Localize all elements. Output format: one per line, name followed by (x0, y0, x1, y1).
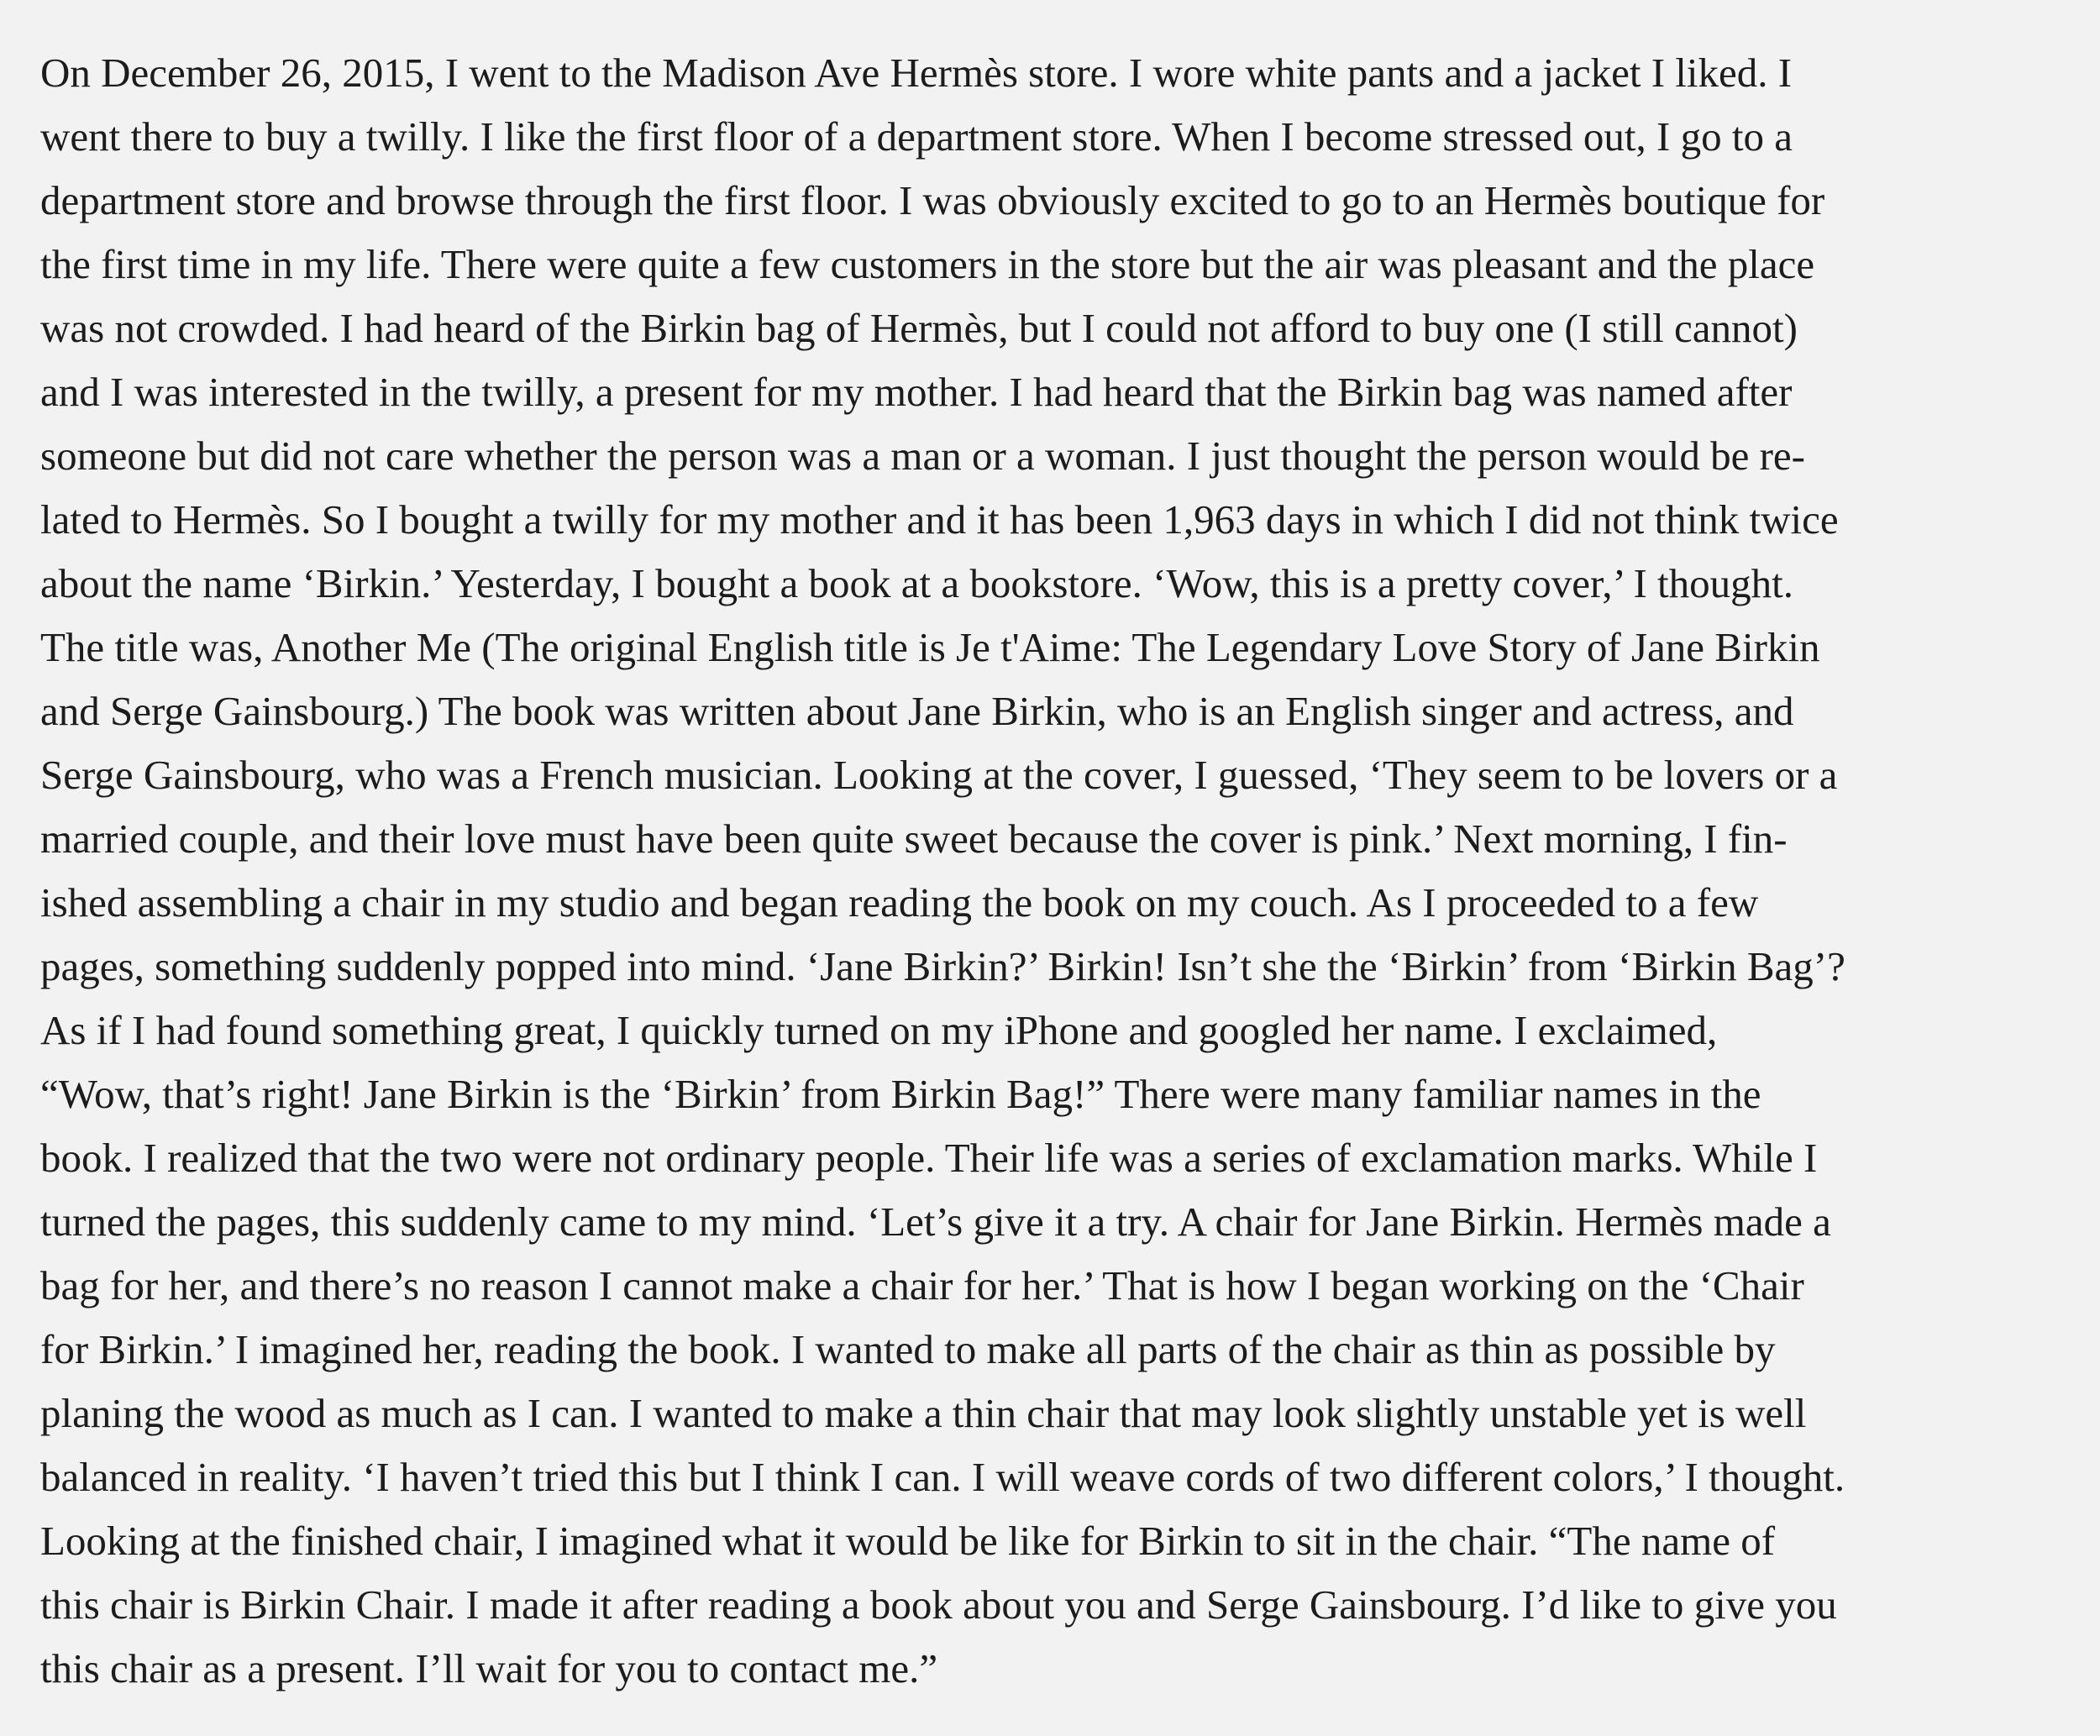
text-line: book. I realized that the two were not ordinary people. Their life was a series of exclamation marks. While I (40, 1135, 1818, 1181)
text-line: On December 26, 2015, I went to the Madison Ave Hermès store. I wore white pants and a jacket I liked. I (40, 50, 1793, 96)
text-line: lated to Hermès. So I bought a twilly for my mother and it has been 1,963 days in which I did not think twice (40, 496, 1839, 543)
text-line: pages, something suddenly popped into mind. ‘Jane Birkin?’ Birkin! Isn’t she the ‘Birkin’ from ‘Birkin Bag’? (40, 943, 1845, 989)
text-line: this chair as a present. I’ll wait for you to contact me.” (40, 1645, 938, 1691)
text-line: this chair is Birkin Chair. I made it after reading a book about you and Serge Gainsbourg. I’d like to give you (40, 1581, 1837, 1628)
text-line: was not crowded. I had heard of the Birkin bag of Hermès, but I could not afford to buy one (I still cannot) (40, 305, 1798, 351)
text-line: went there to buy a twilly. I like the first floor of a department store. When I become stressed out, I go to a (40, 113, 1793, 160)
text-line: and Serge Gainsbourg.) The book was written about Jane Birkin, who is an English singer and actress, and (40, 688, 1794, 734)
text-line: Serge Gainsbourg, who was a French musician. Looking at the cover, I guessed, ‘They seem to be lovers or a (40, 752, 1838, 798)
text-line: the first time in my life. There were quite a few customers in the store but the air was pleasant and the place (40, 241, 1815, 287)
text-line: bag for her, and there’s no reason I cannot make a chair for her.’ That is how I began working on the ‘Chair (40, 1262, 1804, 1309)
text-line: Looking at the finished chair, I imagined what it would be like for Birkin to sit in the chair. “The name of (40, 1518, 1776, 1564)
text-line: As if I had found something great, I quickly turned on my iPhone and googled her name. I exclaimed, (40, 1007, 1718, 1053)
text-line: about the name ‘Birkin.’ Yesterday, I bought a book at a bookstore. ‘Wow, this is a pretty cover,’ I thought. (40, 560, 1794, 606)
text-line: ished assembling a chair in my studio and began reading the book on my couch. As I proceeded to a few (40, 879, 1759, 926)
document-body (40, 41, 2082, 1701)
text-line: department store and browse through the first floor. I was obviously excited to go to an Hermès boutique for (40, 177, 1825, 223)
text-line: “Wow, that’s right! Jane Birkin is the ‘Birkin’ from Birkin Bag!” There were many familiar names in the (40, 1071, 1761, 1117)
text-line: married couple, and their love must have been quite sweet because the cover is pink.’ Next morning, I fin- (40, 816, 1788, 862)
text-line: and I was interested in the twilly, a present for my mother. I had heard that the Birkin bag was named after (40, 369, 1793, 415)
text-line: planing the wood as much as I can. I wanted to make a thin chair that may look slightly unstable yet is well (40, 1390, 1807, 1436)
text-line: someone but did not care whether the person was a man or a woman. I just thought the person would be re- (40, 433, 1805, 479)
text-line: turned the pages, this suddenly came to my mind. ‘Let’s give it a try. A chair for Jane Birkin. Hermès made a (40, 1198, 1831, 1245)
text-line: The title was, Another Me (The original English title is Je t'Aime: The Legendary Love Story of Jane Birkin (40, 624, 1820, 670)
text-line: for Birkin.’ I imagined her, reading the book. I wanted to make all parts of the chair as thin as possible by (40, 1326, 1776, 1372)
text-line: balanced in reality. ‘I haven’t tried this but I think I can. I will weave cords of two different colors,’ I thought. (40, 1454, 1845, 1500)
